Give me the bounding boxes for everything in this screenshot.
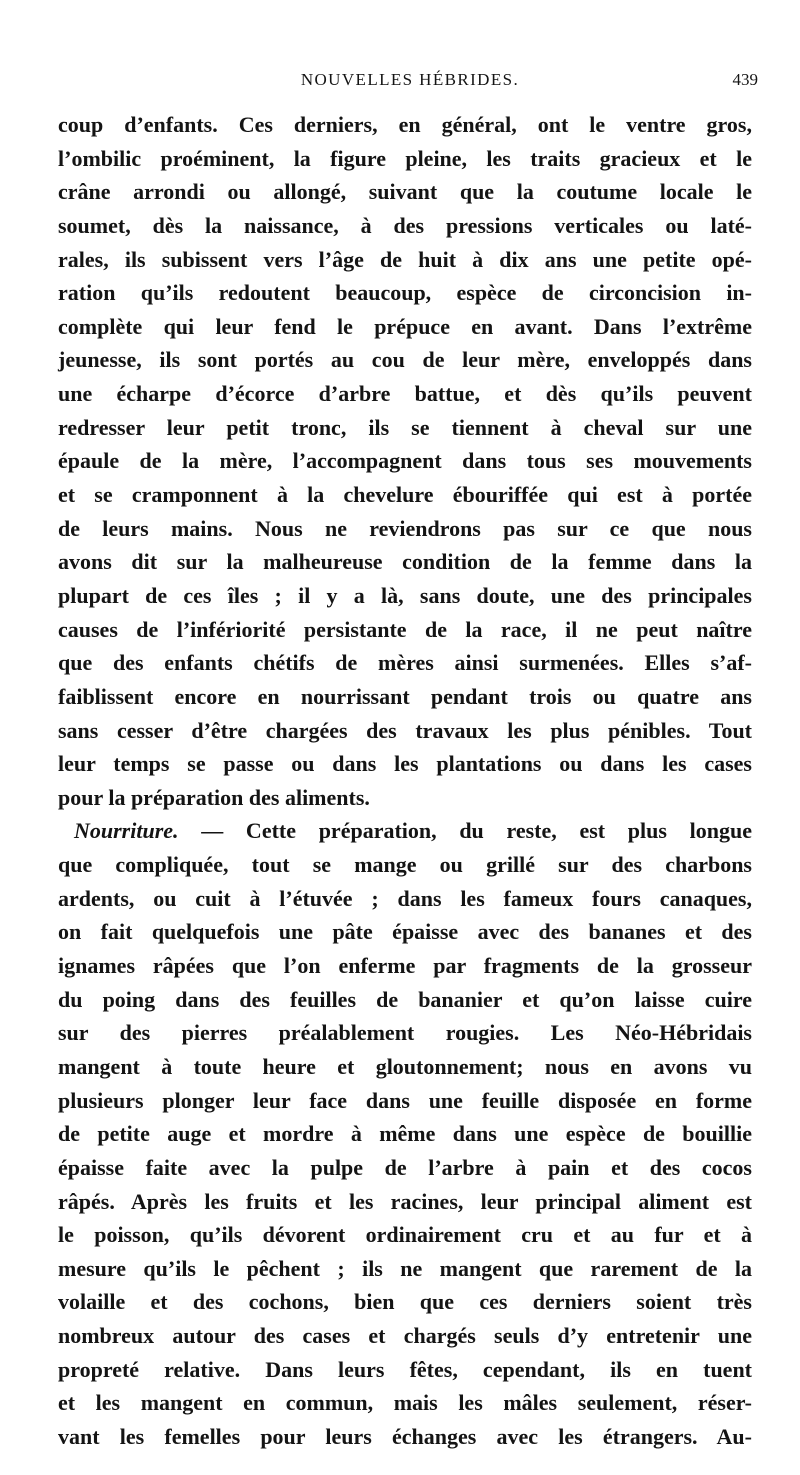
text-line: épaule de la mère, l’accompagnent dans tous ses mouvements <box>58 448 752 474</box>
text-line: sur des pierres préalablement rougies. Les Néo-Hébridais <box>58 1020 752 1046</box>
text-line: propreté relative. Dans leurs fêtes, cependant, ils en tuent <box>58 1356 752 1382</box>
text-line: l’ombilic proéminent, la figure pleine, les traits gracieux et le <box>58 145 752 171</box>
body-text <box>58 108 752 1454</box>
text-line: de petite auge et mordre à même dans une espèce de bouillie <box>58 1121 752 1147</box>
section-title: Nourriture. <box>74 818 179 844</box>
text-line: une écharpe d’écorce d’arbre battue, et dès qu’ils peuvent <box>58 381 752 407</box>
text-line: le poisson, qu’ils dévorent ordinairement cru et au fur et à <box>58 1222 752 1248</box>
text-line: pour la préparation des aliments. <box>58 784 370 810</box>
section-first-line-text: — Cette préparation, du reste, est plus longue <box>178 818 752 844</box>
running-head <box>60 66 760 96</box>
text-line: nombreux autour des cases et chargés seuls d’y entretenir une <box>58 1323 752 1349</box>
text-line: jeunesse, ils sont portés au cou de leur mère, enveloppés dans <box>58 347 752 373</box>
text-line: faiblissent encore en nourrissant pendant trois ou quatre ans <box>58 683 752 709</box>
text-line: sans cesser d’être chargées des travaux les plus pénibles. Tout <box>58 717 752 743</box>
text-line: vant les femelles pour leurs échanges avec les étrangers. Au- <box>58 1423 752 1449</box>
text-line: ardents, ou cuit à l’étuvée ; dans les fameux fours canaques, <box>58 885 752 911</box>
text-line: râpés. Après les fruits et les racines, leur principal aliment est <box>58 1188 752 1214</box>
text-line: que compliquée, tout se mange ou grillé sur des charbons <box>58 852 752 878</box>
text-line: épaisse faite avec la pulpe de l’arbre à pain et des cocos <box>58 1154 752 1180</box>
text-line: redresser leur petit tronc, ils se tiennent à cheval sur une <box>58 414 752 440</box>
text-line: crâne arrondi ou allongé, suivant que la coutume locale le <box>58 179 752 205</box>
text-line: plusieurs plonger leur face dans une feuille disposée en forme <box>58 1087 752 1113</box>
text-line: ignames râpées que l’on enferme par fragments de la grosseur <box>58 953 752 979</box>
text-line: soumet, dès la naissance, à des pressions verticales ou laté- <box>58 212 752 238</box>
text-line: et les mangent en commun, mais les mâles seulement, réser- <box>58 1390 752 1416</box>
page-number: 439 <box>732 70 758 89</box>
running-title: NOUVELLES HÉBRIDES. <box>300 70 520 89</box>
text-line: volaille et des cochons, bien que ces derniers soient très <box>58 1289 752 1315</box>
text-line: complète qui leur fend le prépuce en avant. Dans l’extrême <box>58 313 752 339</box>
text-line: on fait quelquefois une pâte épaisse avec des bananes et des <box>58 919 752 945</box>
text-line: leur temps se passe ou dans les plantations ou dans les cases <box>58 751 752 777</box>
section-first-line <box>58 814 752 848</box>
text-line: plupart de ces îles ; il y a là, sans doute, une des principales <box>58 582 752 608</box>
text-line: et se cramponnent à la chevelure ébouriffée qui est à portée <box>58 482 752 508</box>
text-line: mangent à toute heure et gloutonnement; nous en avons vu <box>58 1053 752 1079</box>
text-line: avons dit sur la malheureuse condition de la femme dans la <box>58 549 752 575</box>
text-line: coup d’enfants. Ces derniers, en général, ont le ventre gros, <box>58 112 752 137</box>
text-line: causes de l’infériorité persistante de la race, il ne peut naître <box>58 616 752 642</box>
text-line: mesure qu’ils le pêchent ; ils ne mangent que rarement de la <box>58 1255 752 1281</box>
text-line: ration qu’ils redoutent beaucoup, espèce de circoncision in- <box>58 280 752 306</box>
text-line: rales, ils subissent vers l’âge de huit à dix ans une petite opé- <box>58 246 752 272</box>
text-line: que des enfants chétifs de mères ainsi surmenées. Elles s’af- <box>58 650 752 676</box>
text-line: de leurs mains. Nous ne reviendrons pas sur ce que nous <box>58 515 752 541</box>
text-line: du poing dans des feuilles de bananier et qu’on laisse cuire <box>58 986 752 1012</box>
